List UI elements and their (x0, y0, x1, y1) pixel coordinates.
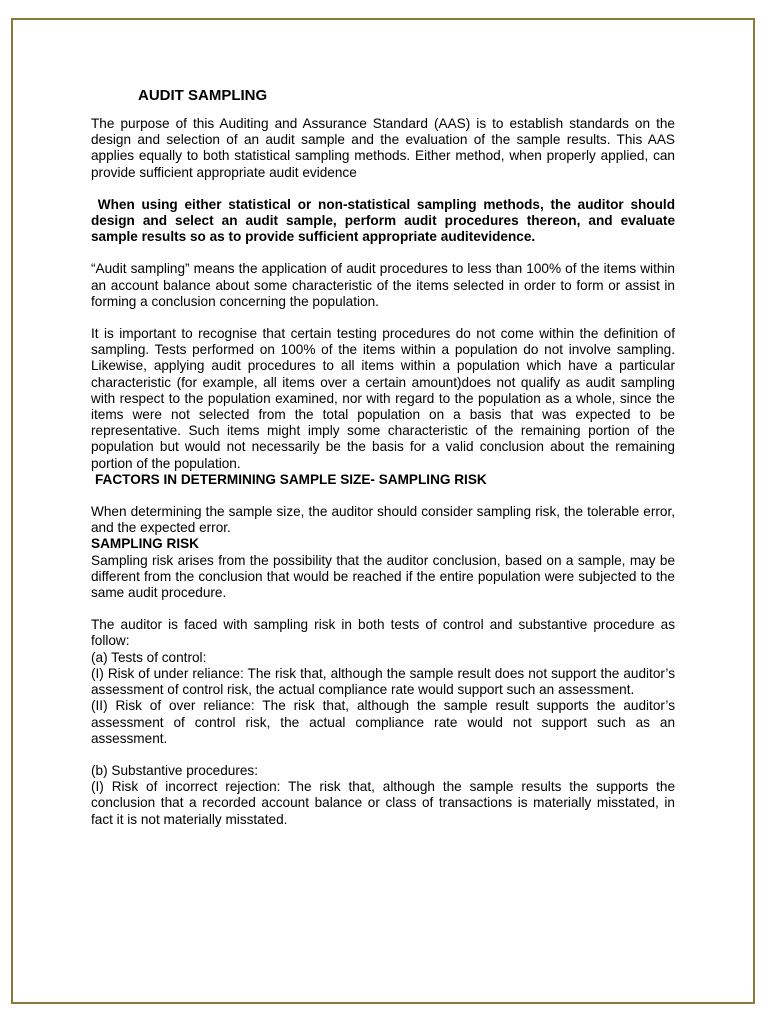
testing-procedures-paragraph: It is important to recognise that certain testing procedures do not come within the definition of sampling. Tests performed on 100% of the items within a population do not involve sampling. Likewise, applying audit procedures to all items within a population which have a particular characteristic (for example, all items over a certain amount)does not qualify as audit sampling with respect to the population examined, nor with regard to the population as a whole, since the items were not selected from the total population on a basis that was expected to be representative. Such items might imply some characteristic of the remaining portion of the population but would not necessarily be the basis for a valid conclusion about the remaining portion of the population. (91, 326, 675, 471)
document-body (91, 86, 679, 828)
definition-paragraph: “Audit sampling” means the application of audit procedures to less than 100% of the items within an account balance about some characteristic of the items selected in order to form or assist in forming a conclusion concerning the population. (91, 261, 675, 309)
sampling-risk-heading: SAMPLING RISK (91, 536, 199, 552)
tests-of-control-label: (a) Tests of control: (91, 649, 207, 665)
factors-heading: FACTORS IN DETERMINING SAMPLE SIZE- SAMPLING RISK (95, 471, 487, 487)
document-title: AUDIT SAMPLING (138, 87, 268, 104)
sampling-risk-paragraph: Sampling risk arises from the possibility that the auditor conclusion, based on a sample, may be different from the conclusion that would be reached if the entire population were subjected to the same audit procedure. (91, 552, 675, 601)
incorrect-rejection-item: (I) Risk of incorrect rejection: The risk that, although the sample results the supports the conclusion that a recorded account balance or class of transactions is materially misstated, in fact it is not materially misstated. (91, 779, 675, 827)
substantive-procedures-label: (b) Substantive procedures: (91, 762, 258, 778)
sampling-risk-intro: The auditor is faced with sampling risk in both tests of control and substantive procedure as follow: (91, 617, 675, 649)
under-reliance-item: (I) Risk of under reliance: The risk that, although the sample result does not support the auditor’s assessment of control risk, the actual compliance rate would support such an assessment. (91, 665, 675, 698)
requirement-paragraph: When using either statistical or non-statistical sampling methods, the auditor should design and select an audit sample, perform audit procedures thereon, and evaluate sample results so as to provide sufficient appropriate auditevidence. (91, 196, 679, 245)
sample-size-paragraph: When determining the sample size, the auditor should consider sampling risk, the tolerable error, and the expected error. (91, 504, 675, 536)
over-reliance-item: (II) Risk of over reliance: The risk that, although the sample result supports the auditor’s assessment of control risk, the actual compliance rate would not support such as an assessment. (91, 698, 675, 746)
purpose-paragraph: The purpose of this Auditing and Assurance Standard (AAS) is to establish standards on the design and selection of an audit sample and the evaluation of the sample results. This AAS applies equally to both statistical sampling methods. Either method, when properly applied, can provide sufficient appropriate audit evidence (91, 116, 675, 180)
